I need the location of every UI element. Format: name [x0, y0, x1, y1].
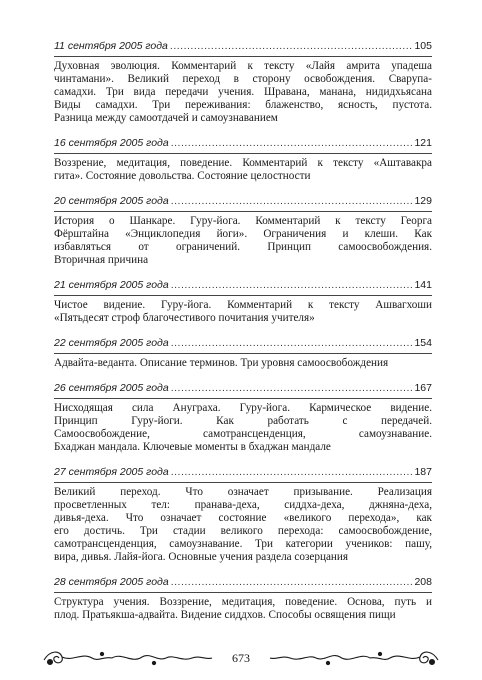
entry-description: [54, 299, 432, 325]
entry-page-number: 141: [414, 279, 432, 291]
entry-description: [54, 60, 432, 125]
description-line: История о Шанкаре. Гуру-йога. Комментарий к тексту Георга: [54, 215, 432, 227]
description-line: гита». Состояние довольства. Состояние целостности: [54, 170, 311, 182]
dot-leader: [171, 576, 413, 589]
entry-page-number: 167: [414, 382, 432, 394]
entry-date: 20 сентября 2005 года: [54, 195, 169, 207]
entry-spacer: [54, 267, 432, 279]
toc-entry-heading[interactable]: [54, 466, 432, 483]
description-line: «Пятьдесят строф благочестивого почитания учителя»: [54, 312, 315, 324]
description-line: его достичь. Три стадии великого перехода: самоосвобождение,: [54, 525, 432, 537]
entry-description: [54, 486, 432, 564]
toc-entry-heading[interactable]: [54, 382, 432, 399]
description-line: Духовная эволюция. Комментарий к тексту «Лайя амрита упадеша: [54, 60, 432, 72]
description-line: чинтамани». Великий переход в сторону освобождения. Сварупа-: [54, 73, 432, 85]
description-line: Бхаджан мандала. Ключевые моменты в бхаджан мандале: [54, 441, 331, 453]
entry-date: 16 сентября 2005 года: [54, 137, 169, 149]
toc-entry-heading[interactable]: [54, 337, 432, 354]
page-footer: [42, 648, 440, 668]
dot-leader: [170, 40, 413, 53]
entry-page-number: 187: [414, 466, 432, 478]
description-line: плод. Пратьякша-адвайта. Видение сиддхов. Способы освящения пищи: [54, 609, 396, 621]
description-line: просветленных тел: пранава-деха, сиддха-деха, джняна-деха,: [54, 499, 432, 511]
dot-leader: [171, 382, 413, 395]
entry-description: [54, 402, 432, 454]
dot-leader: [171, 279, 413, 292]
description-line: Адвайта-веданта. Описание терминов. Три уровня самоосвобождения: [54, 357, 389, 369]
description-line: Нисходящая сила Ануграха. Гуру-йога. Кармическое видение.: [54, 402, 432, 414]
description-line: Разница между самоотдачей и самоузнаванием: [54, 112, 278, 124]
toc-entry-heading[interactable]: [54, 195, 432, 212]
toc-entry: [54, 137, 432, 195]
entry-spacer: [54, 454, 432, 466]
dot-leader: [171, 137, 413, 150]
page-number: 673: [232, 651, 250, 665]
entry-spacer: [54, 564, 432, 576]
description-line: Виды самадхи. Три переживания: блаженство, ясность, пустота.: [54, 99, 432, 111]
description-line: Самоосвобождение, самотрансценденция, самоузнавание.: [54, 428, 432, 440]
description-line: дивья-деха. Что означает состояние «великого перехода», как: [54, 512, 432, 524]
entry-date: 11 сентября 2005 года: [54, 40, 168, 52]
toc-entry-heading[interactable]: [54, 576, 432, 593]
entry-date: 28 сентября 2005 года: [54, 576, 169, 588]
entry-page-number: 154: [414, 337, 432, 349]
entry-spacer: [54, 370, 432, 382]
dot-leader: [171, 466, 413, 479]
entry-spacer: [54, 125, 432, 137]
entry-page-number: 129: [414, 195, 432, 207]
description-line: вира, дивья. Лайя-йога. Основные учения раздела созерцания: [54, 551, 349, 563]
toc-entry-heading[interactable]: [54, 40, 432, 57]
dot-leader: [171, 195, 413, 208]
entry-description: [54, 596, 432, 622]
description-line: Вторичная причина: [54, 254, 149, 266]
dot-leader: [171, 337, 413, 350]
toc-entry-heading[interactable]: [54, 137, 432, 154]
description-line: Великий переход. Что означает призывание. Реализация: [54, 486, 432, 498]
entry-description: [54, 157, 432, 183]
toc-entry: [54, 466, 432, 576]
description-line: самотрансценденция, самоузнавание. Три категории учеников: пашу,: [54, 538, 432, 550]
description-line: Чистое видение. Гуру-йога. Комментарий к тексту Ашвагхоши: [54, 299, 432, 311]
description-line: самадхи. Три вида передачи учения. Шравана, манана, нидидхьясана: [54, 86, 432, 98]
entry-date: 26 сентября 2005 года: [54, 382, 169, 394]
entry-spacer: [54, 183, 432, 195]
toc-entry: [54, 382, 432, 466]
toc-entry: [54, 279, 432, 337]
toc-entry-heading[interactable]: [54, 279, 432, 296]
entry-description: [54, 215, 432, 267]
toc-entry: [54, 195, 432, 279]
table-of-contents: [54, 40, 432, 622]
entry-date: 22 сентября 2005 года: [54, 337, 169, 349]
entry-date: 27 сентября 2005 года: [54, 466, 169, 478]
description-line: избавляться от ограничений. Принцип самоосвобождения.: [54, 241, 432, 253]
description-line: Принцип Гуру-йоги. Как работать с передачей.: [54, 415, 432, 427]
entry-page-number: 208: [414, 576, 432, 588]
entry-page-number: 121: [414, 137, 432, 149]
description-line: Воззрение, медитация, поведение. Комментарий к тексту «Аштавакра: [54, 157, 432, 169]
entry-description: [54, 357, 432, 370]
entry-spacer: [54, 325, 432, 337]
toc-entry: [54, 40, 432, 137]
toc-entry: [54, 337, 432, 382]
description-line: Фёрштайна «Энциклопедия йоги». Ограничения и клеши. Как: [54, 228, 432, 240]
entry-page-number: 105: [414, 40, 432, 52]
entry-date: 21 сентября 2005 года: [54, 279, 169, 291]
description-line: Структура учения. Воззрение, медитация, поведение. Основа, путь и: [54, 596, 432, 608]
toc-entry: [54, 576, 432, 622]
